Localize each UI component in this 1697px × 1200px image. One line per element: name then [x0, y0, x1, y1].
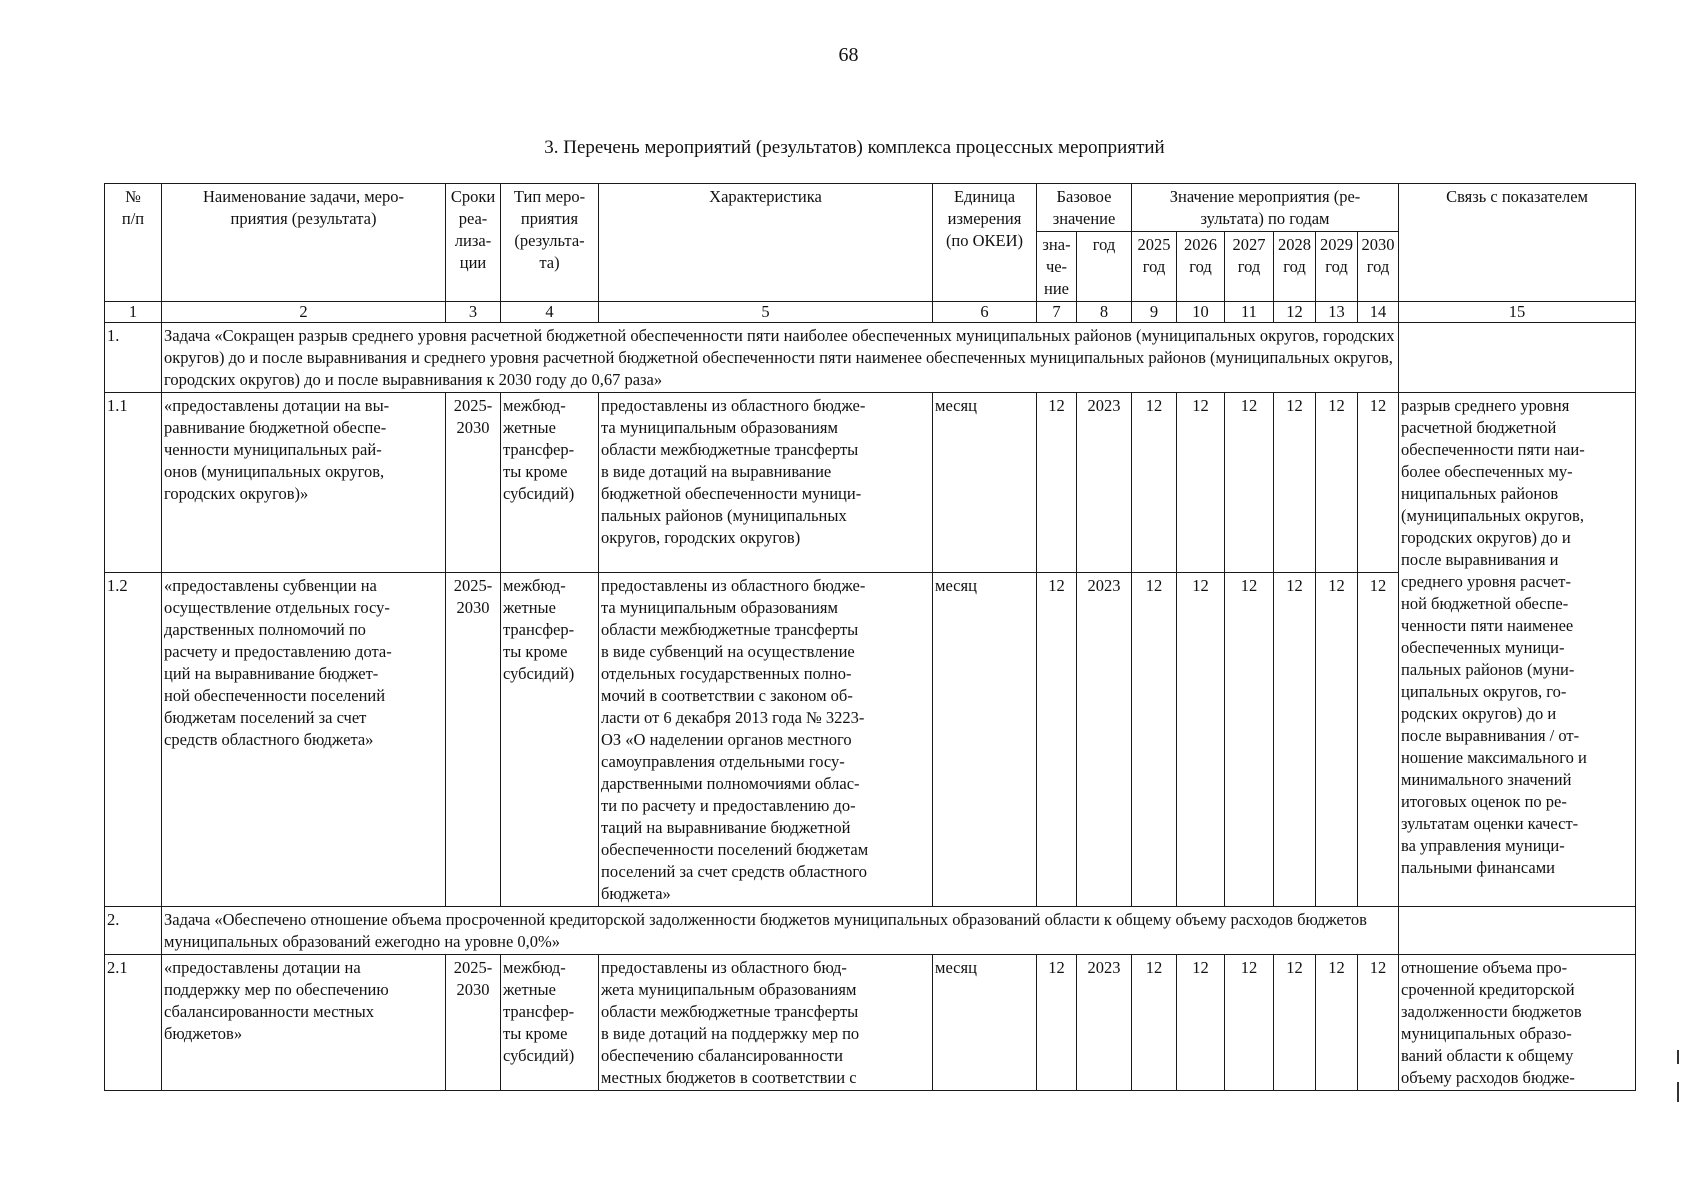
col-number: 12 — [1274, 302, 1316, 323]
row-2-1-link: отношение объема про- сроченной кредиторской задолженности бюджетов муниципальных образо- ваний области к общему объему расходов бюдже- — [1399, 955, 1636, 1091]
task-1-num: 1. — [105, 323, 162, 393]
row-1-1-type: межбюд- жетные трансфер- ты кроме субсидий) — [501, 393, 599, 573]
header-years-group: Значение мероприятия (ре- зультата) по годам — [1132, 184, 1399, 232]
task-2-text: Задача «Обеспечено отношение объема просроченной кредиторской задолженности бюджетов муниципальных образований области к общему объему расходов бюджетов муниципальных образований ежегодно на уровне 0,0%» — [162, 907, 1399, 955]
row-1-2-value-2027: 12 — [1225, 573, 1274, 907]
col-number: 1 — [105, 302, 162, 323]
row-1-1-characteristic: предоставлены из областного бюдже- та муниципальным образованиям области межбюджетные трансферты в виде дотаций на выравнивание бюджетной обеспеченности муници- пальных районов (муниципальных округов, городских округов) — [599, 393, 933, 573]
row-1-2-unit: месяц — [933, 573, 1037, 907]
row-1-2-value-2029: 12 — [1316, 573, 1358, 907]
row-1-2-value-2025: 12 — [1132, 573, 1177, 907]
col-number: 6 — [933, 302, 1037, 323]
header-type: Тип меро- приятия (результа- та) — [501, 184, 599, 302]
header-year-2029: 2029 год — [1316, 232, 1358, 302]
col-number: 10 — [1177, 302, 1225, 323]
activities-table — [104, 183, 1636, 1091]
header-base-value: зна- че- ние — [1037, 232, 1077, 302]
header-terms: Сроки реа- лиза- ции — [446, 184, 501, 302]
scan-edge-mark — [1677, 1050, 1679, 1064]
col-number: 2 — [162, 302, 446, 323]
activity-row-1-1 — [105, 393, 1636, 573]
column-number-row — [105, 302, 1636, 323]
header-base-year: год — [1077, 232, 1132, 302]
row-1-2-base-year: 2023 — [1077, 573, 1132, 907]
header-characteristic: Характеристика — [599, 184, 933, 302]
row-2-1-num: 2.1 — [105, 955, 162, 1091]
col-number: 8 — [1077, 302, 1132, 323]
header-row-1 — [105, 184, 1636, 232]
row-1-2-value-2026: 12 — [1177, 573, 1225, 907]
row-2-1-type: межбюд- жетные трансфер- ты кроме субсидий) — [501, 955, 599, 1091]
task-row-2 — [105, 907, 1636, 955]
row-2-1-base-value: 12 — [1037, 955, 1077, 1091]
row-1-1-base-value: 12 — [1037, 393, 1077, 573]
row-1-2-value-2028: 12 — [1274, 573, 1316, 907]
row-1-1-value-2025: 12 — [1132, 393, 1177, 573]
row-1-1-value-2028: 12 — [1274, 393, 1316, 573]
row-2-1-value-2026: 12 — [1177, 955, 1225, 1091]
header-year-2030: 2030 год — [1358, 232, 1399, 302]
row-1-2-name: «предоставлены субвенции на осуществление отдельных госу- дарственных полномочий по расчету и предоставлению дота- ций на выравнивание бюджет- ной обеспеченности поселений бюджетам поселений за счет средств областного бюджета» — [162, 573, 446, 907]
row-1-1-value-2026: 12 — [1177, 393, 1225, 573]
col-number: 11 — [1225, 302, 1274, 323]
col-number: 13 — [1316, 302, 1358, 323]
row-2-1-value-2030: 12 — [1358, 955, 1399, 1091]
section-title: 3. Перечень мероприятий (результатов) комплекса процессных мероприятий — [544, 137, 1165, 158]
row-1-1-value-2030: 12 — [1358, 393, 1399, 573]
task-1-text: Задача «Сокращен разрыв среднего уровня расчетной бюджетной обеспеченности пяти наиболее обеспеченных муниципальных районов (муниципальных округов, городских округов) до и после выравнивания и среднего уровня расчетной бюджетной обеспеченности пяти наименее обеспеченных муниципальных районов (муниципальных округов, городских округов) до и после выравнивания к 2030 году до 0,67 раза» — [162, 323, 1399, 393]
row-1-1-num: 1.1 — [105, 393, 162, 573]
header-unit-label: Единица измерения (по ОКЕИ) — [945, 187, 1024, 250]
header-link: Связь с показателем — [1399, 184, 1636, 302]
row-2-1-value-2028: 12 — [1274, 955, 1316, 1091]
col-number: 5 — [599, 302, 933, 323]
row-1-1-base-year: 2023 — [1077, 393, 1132, 573]
row-1-2-characteristic: предоставлены из областного бюдже- та муниципальным образованиям области межбюджетные трансферты в виде субвенций на осуществление отдельных государственных полно- мочий в соответствии с законом об- ласти от 6 декабря 2013 года № 3223- ОЗ «О наделении органов местного самоуправления отдельными госу- дарственными полномочиями облас- ти по расчету и предоставлению до- таций на выравнивание бюджетной обеспеченности поселений бюджетам поселений за счет средств областного бюджета» — [599, 573, 933, 907]
task-2-link-empty — [1399, 907, 1636, 955]
col-number: 14 — [1358, 302, 1399, 323]
scan-edge-mark — [1677, 1082, 1679, 1102]
col-number: 4 — [501, 302, 599, 323]
row-1-2-terms: 2025- 2030 — [446, 573, 501, 907]
header-year-2027: 2027 год — [1225, 232, 1274, 302]
header-name: Наименование задачи, меро- приятия (результата) — [162, 184, 446, 302]
header-unit — [933, 184, 1037, 302]
header-base: Базовое значение — [1037, 184, 1132, 232]
row-1-2-value-2030: 12 — [1358, 573, 1399, 907]
page-number: 68 — [838, 44, 859, 66]
row-2-1-value-2029: 12 — [1316, 955, 1358, 1091]
row-2-1-value-2025: 12 — [1132, 955, 1177, 1091]
task-1-link-empty — [1399, 323, 1636, 393]
header-year-2026: 2026 год — [1177, 232, 1225, 302]
activity-row-2-1 — [105, 955, 1636, 1091]
row-2-1-terms: 2025- 2030 — [446, 955, 501, 1091]
row-1-1-name: «предоставлены дотации на вы- равнивание бюджетной обеспе- ченности муниципальных рай- онов (муниципальных округов, городских округов)» — [162, 393, 446, 573]
header-year-2028: 2028 год — [1274, 232, 1316, 302]
row-1-1-value-2027: 12 — [1225, 393, 1274, 573]
row-1-1-terms: 2025- 2030 — [446, 393, 501, 573]
col-number: 7 — [1037, 302, 1077, 323]
col-number: 3 — [446, 302, 501, 323]
header-num: № п/п — [105, 184, 162, 302]
link-1: разрыв среднего уровня расчетной бюджетной обеспеченности пяти наи- более обеспеченных му- ниципальных районов (муниципальных округов, городских округов) до и после выравнивания и среднего уровня расчет- ной бюджетной обеспе- ченности пяти наименее обеспеченных муници- пальных районов (муни- ципальных округов, го- родских округов) до и после выравнивания / от- ношение максимального и минимального значений итоговых оценок по ре- зультатам оценки качест- ва управления муници- пальными финансами — [1399, 393, 1636, 907]
task-row-1 — [105, 323, 1636, 393]
row-2-1-base-year: 2023 — [1077, 955, 1132, 1091]
col-number: 9 — [1132, 302, 1177, 323]
row-1-2-type: межбюд- жетные трансфер- ты кроме субсидий) — [501, 573, 599, 907]
col-number: 15 — [1399, 302, 1636, 323]
row-2-1-value-2027: 12 — [1225, 955, 1274, 1091]
row-1-2-base-value: 12 — [1037, 573, 1077, 907]
row-1-2-num: 1.2 — [105, 573, 162, 907]
row-1-1-value-2029: 12 — [1316, 393, 1358, 573]
row-2-1-name: «предоставлены дотации на поддержку мер по обеспечению сбалансированности местных бюджетов» — [162, 955, 446, 1091]
row-1-1-unit: месяц — [933, 393, 1037, 573]
row-2-1-characteristic: предоставлены из областного бюд- жета муниципальным образованиям области межбюджетные трансферты в виде дотаций на поддержку мер по обеспечению сбалансированности местных бюджетов в соответствии с — [599, 955, 933, 1091]
row-2-1-unit: месяц — [933, 955, 1037, 1091]
header-year-2025: 2025 год — [1132, 232, 1177, 302]
task-2-num: 2. — [105, 907, 162, 955]
